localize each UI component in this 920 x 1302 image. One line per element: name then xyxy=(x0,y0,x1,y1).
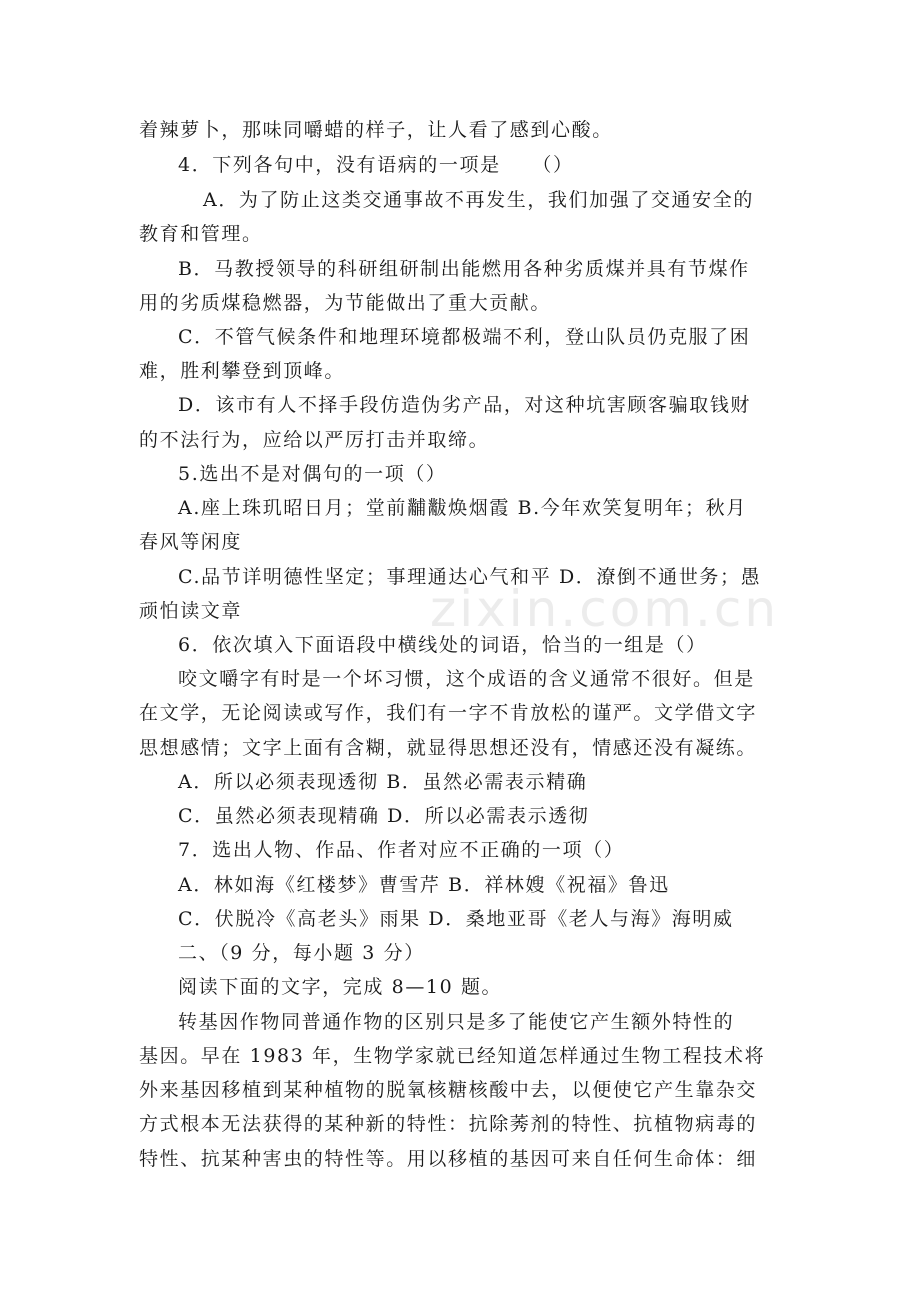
option-4b: B．马教授领导的科研组研制出能燃用各种劣质煤并具有节煤作 xyxy=(178,258,750,280)
watermark: zixin.com.cn xyxy=(430,580,780,638)
option-7ab: A．林如海《红楼梦》曹雪芹 B．祥林嫂《祝福》鲁迅 xyxy=(178,874,670,896)
passage-line: 特性、抗某种害虫的特性等。用以移植的基因可来自任何生命体：细 xyxy=(139,1148,758,1170)
option-4a: A．为了防止这类交通事故不再发生，我们加强了交通安全的 xyxy=(203,189,754,211)
option-7cd: C．伏脱冷《高老头》雨果 D．桑地亚哥《老人与海》海明威 xyxy=(178,908,734,930)
option-6cd: C．虽然必须表现精确 D．所以必需表示透彻 xyxy=(178,805,590,827)
text-line: 用的劣质煤稳燃器，为节能做出了重大贡献。 xyxy=(139,292,552,314)
section-heading: 二、（9 分，每小题 3 分） xyxy=(178,942,425,964)
option-4d: D．该市有人不择手段仿造伪劣产品，对这种坑害顾客骗取钱财 xyxy=(178,394,752,416)
passage-line: 转基因作物同普通作物的区别只是多了能使它产生额外特性的 xyxy=(178,1011,735,1033)
passage-line: 思想感情；文字上面有含糊，就显得思想还没有，情感还没有凝练。 xyxy=(139,737,758,759)
text-line: 着辣萝卜，那味同嚼蜡的样子，让人看了感到心酸。 xyxy=(139,119,613,141)
option-5cd: C.品节详明德性坚定；事理通达心气和平 D．潦倒不通世务；愚 xyxy=(178,566,762,588)
option-5ab: A.座上珠玑昭日月；堂前黼黻焕烟霞 B.今年欢笑复明年；秋月 xyxy=(178,497,747,519)
passage-line: 咬文嚼字有时是一个坏习惯，这个成语的含义通常不很好。但是 xyxy=(178,668,755,690)
text-line: 春风等闲度 xyxy=(139,531,243,553)
text-line: 难，胜利攀登到顶峰。 xyxy=(139,360,346,382)
option-6ab: A．所以必须表现透彻 B．虽然必需表示精确 xyxy=(178,771,588,793)
passage-line: 在文学，无论阅读或写作，我们有一字不肯放松的谨严。文学借文字 xyxy=(139,702,758,724)
option-4c: C．不管气候条件和地理环境都极端不利，登山队员仍克服了困 xyxy=(178,326,751,348)
passage-line: 方式根本无法获得的某种新的特性：抗除莠剂的特性、抗植物病毒的 xyxy=(139,1113,758,1135)
passage-line: 外来基因移植到某种植物的脱氧核糖核酸中去，以便使它产生靠杂交 xyxy=(139,1079,758,1101)
question-6: 6．依次填入下面语段中横线处的词语，恰当的一组是（） xyxy=(178,634,707,656)
text-line: 的不法行为，应给以严厉打击并取缔。 xyxy=(139,429,490,451)
text-line: 教育和管理。 xyxy=(139,223,263,245)
question-5: 5.选出不是对偶句的一项（） xyxy=(178,463,447,485)
question-4: 4．下列各句中，没有语病的一项是 （） xyxy=(178,154,574,176)
passage-line: 基因。早在 1983 年，生物学家就已经知道怎样通过生物工程技术将 xyxy=(139,1045,766,1067)
instruction-line: 阅读下面的文字，完成 8—10 题。 xyxy=(178,976,503,998)
question-7: 7．选出人物、作品、作者对应不正确的一项（） xyxy=(178,839,625,861)
text-line: 顽怕读文章 xyxy=(139,600,243,622)
